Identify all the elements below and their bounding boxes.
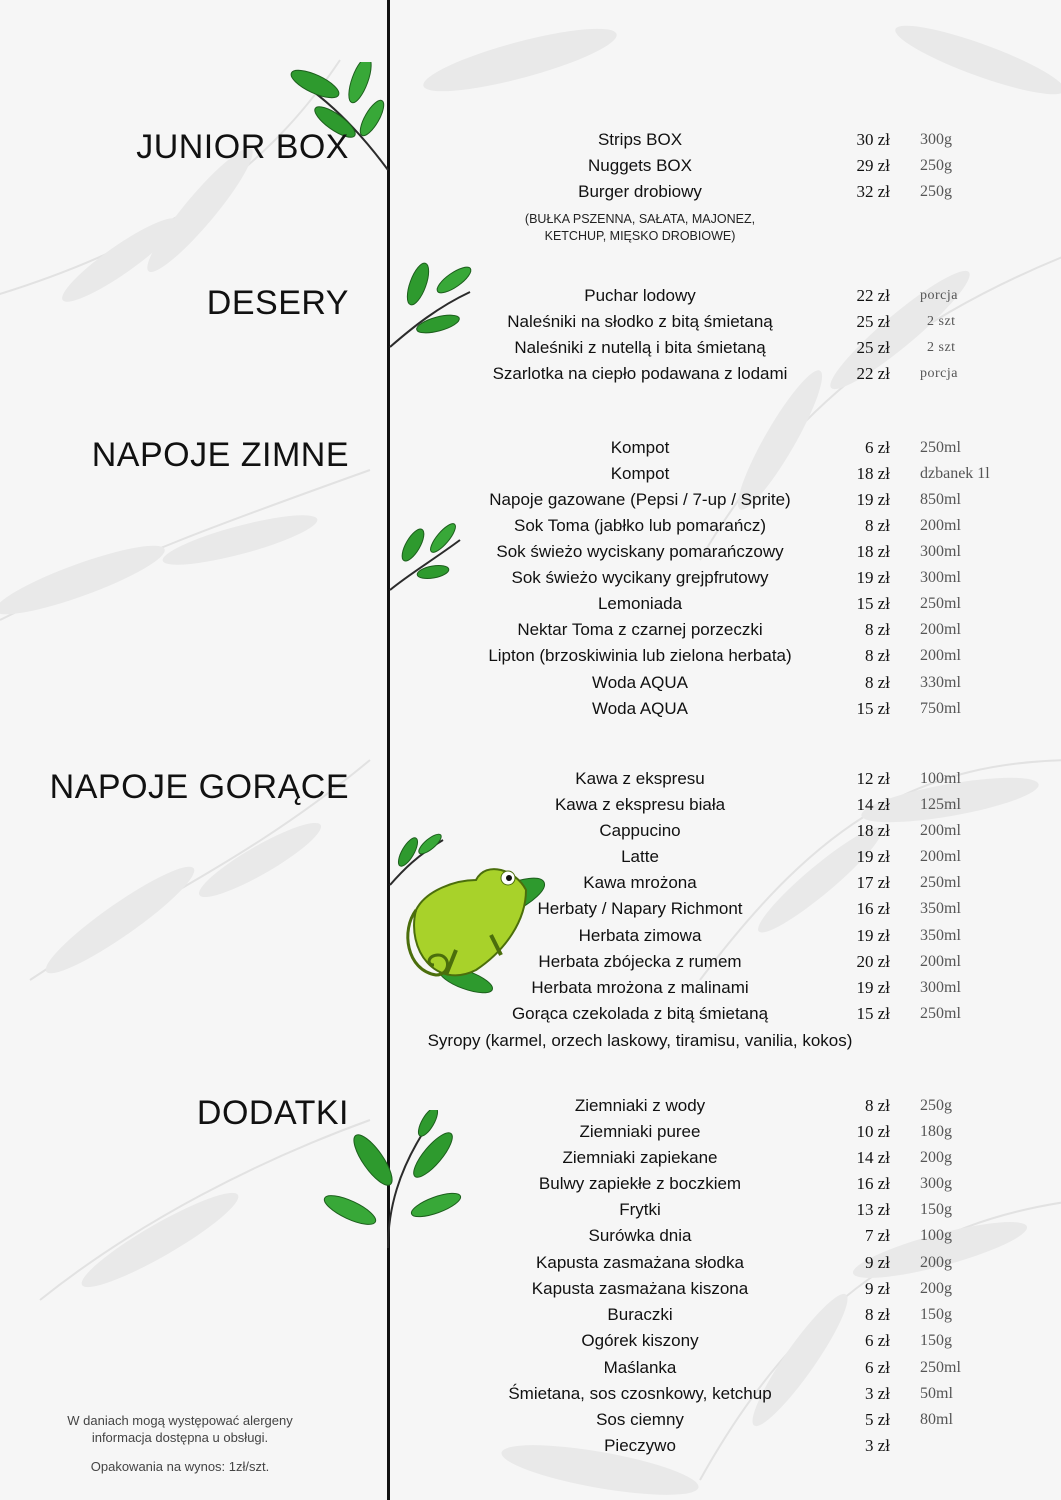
- menu-item: [400, 870, 961, 896]
- menu-item: [400, 1407, 953, 1433]
- item-portion: 80ml: [920, 1411, 953, 1428]
- item-name: Sok świeżo wyciskany pomarańczowy: [496, 542, 784, 561]
- item-portion: 250ml: [920, 439, 961, 456]
- item-price: 5 zł: [864, 1410, 890, 1429]
- item-portion: 200ml: [920, 647, 961, 664]
- packaging-note: Opakowania na wynos: 1zł/szt.: [90, 1459, 270, 1474]
- item-name: Ziemniaki puree: [579, 1122, 701, 1141]
- item-name: Woda AQUA: [591, 699, 689, 718]
- menu-item: [400, 1302, 952, 1328]
- item-price: 18 zł: [856, 464, 890, 483]
- item-name: Burger drobiowy: [578, 182, 702, 201]
- item-price: 8 zł: [864, 673, 890, 692]
- note-line: (BUŁKA PSZENNA, SAŁATA, MAJONEZ,: [524, 212, 756, 226]
- item-name: Kawa z ekspresu: [575, 769, 705, 788]
- item-price: 20 zł: [856, 952, 890, 971]
- item-name: Kapusta zasmażana słodka: [536, 1253, 744, 1272]
- item-name: Surówka dnia: [588, 1226, 692, 1245]
- item-name: Herbaty / Napary Richmont: [537, 899, 743, 918]
- item-price: 16 zł: [856, 899, 890, 918]
- item-price: 8 zł: [864, 620, 890, 639]
- item-price: 19 zł: [856, 847, 890, 866]
- item-price: 19 zł: [856, 978, 890, 997]
- item-portion: 150g: [920, 1201, 952, 1218]
- item-price: 16 zł: [856, 1174, 890, 1193]
- item-price: 15 zł: [856, 1004, 890, 1023]
- menu-item: [400, 487, 961, 513]
- item-name: Ogórek kiszony: [581, 1331, 699, 1350]
- item-portion: 850ml: [920, 491, 961, 508]
- menu-item: [400, 766, 961, 792]
- allergen-note: [67, 1412, 292, 1446]
- item-name: Herbata zbójecka z rumem: [538, 952, 742, 971]
- item-name: Naleśniki na słodko z bitą śmietaną: [507, 312, 773, 331]
- item-price: 3 zł: [864, 1384, 890, 1403]
- menu-item: [400, 792, 961, 818]
- item-price: 6 zł: [864, 438, 890, 457]
- item-price: 8 zł: [864, 1305, 890, 1324]
- menu-item: [400, 696, 961, 722]
- menu-item: [400, 1119, 952, 1145]
- menu-item: [400, 435, 961, 461]
- item-name: Ziemniaki z wody: [574, 1096, 706, 1115]
- item-name: Latte: [621, 847, 659, 866]
- item-portion: dzbanek 1l: [920, 465, 990, 482]
- item-name: Naleśniki z nutellą i bita śmietaną: [514, 338, 766, 357]
- item-portion: 200g: [920, 1149, 952, 1166]
- menu-item: [400, 461, 990, 487]
- menu-item: [400, 1381, 953, 1407]
- section-title-dodatki: DODATKI: [196, 1094, 349, 1132]
- item-name: Nuggets BOX: [588, 156, 692, 175]
- item-portion: 200ml: [920, 822, 961, 839]
- item-portion: 100g: [920, 1227, 952, 1244]
- menu-item: [400, 844, 961, 870]
- item-portion: 330ml: [920, 674, 961, 691]
- item-portion: porcja: [920, 288, 958, 303]
- item-portion: 2 szt: [927, 314, 956, 329]
- item-price: 6 zł: [864, 1358, 890, 1377]
- menu-item: [400, 949, 961, 975]
- note-line: KETCHUP, MIĘSKO DROBIOWE): [544, 229, 736, 243]
- item-name: Kompot: [610, 438, 670, 457]
- item-price: 18 zł: [856, 542, 890, 561]
- item-price: 32 zł: [856, 182, 890, 201]
- item-portion: 250g: [920, 157, 952, 174]
- item-portion: 350ml: [920, 900, 961, 917]
- item-portion: 250ml: [920, 1005, 961, 1022]
- item-portion: 250ml: [920, 874, 961, 891]
- item-portion: 150g: [920, 1332, 952, 1349]
- item-name: Lemoniada: [597, 594, 683, 613]
- item-portion: 200g: [920, 1254, 952, 1271]
- menu-item: [400, 923, 961, 949]
- item-name: Gorąca czekolada z bitą śmietaną: [511, 1004, 769, 1023]
- menu-item: [400, 283, 958, 309]
- menu-item: [400, 1355, 961, 1381]
- menu-item: [400, 1093, 952, 1119]
- item-portion: 2 szt: [927, 340, 956, 355]
- item-portion: 300ml: [920, 979, 961, 996]
- menu-item: [400, 565, 961, 591]
- item-name: Sos ciemny: [596, 1410, 684, 1429]
- menu-item: [400, 1028, 853, 1054]
- item-portion: 250ml: [920, 1359, 961, 1376]
- item-price: 29 zł: [856, 156, 890, 175]
- menu-item: [400, 1250, 952, 1276]
- item-portion: 300ml: [920, 569, 961, 586]
- item-name: Śmietana, sos czosnkowy, ketchup: [508, 1384, 772, 1403]
- item-portion: 200ml: [920, 848, 961, 865]
- item-portion: 50ml: [920, 1385, 953, 1402]
- item-portion: 250g: [920, 183, 952, 200]
- menu-item: [400, 1328, 952, 1354]
- item-price: 10 zł: [856, 1122, 890, 1141]
- item-price: 25 zł: [856, 338, 890, 357]
- menu-item: [400, 1433, 890, 1459]
- item-name: Maślanka: [603, 1358, 677, 1377]
- item-price: 25 zł: [856, 312, 890, 331]
- item-name: Lipton (brzoskiwinia lub zielona herbata): [488, 646, 792, 665]
- menu-item: [400, 513, 961, 539]
- item-price: 8 zł: [864, 516, 890, 535]
- item-portion: 750ml: [920, 700, 961, 717]
- item-price: 7 zł: [864, 1226, 890, 1245]
- menu-item: [400, 617, 961, 643]
- item-price: 15 zł: [856, 699, 890, 718]
- item-portion: 250ml: [920, 595, 961, 612]
- item-portion: 200g: [920, 1280, 952, 1297]
- item-portion: 200ml: [920, 953, 961, 970]
- item-name: Kapusta zasmażana kiszona: [531, 1279, 749, 1298]
- item-price: 9 zł: [864, 1253, 890, 1272]
- item-price: 8 zł: [864, 1096, 890, 1115]
- section-title-napoje-gorace: NAPOJE GORĄCE: [49, 768, 349, 806]
- item-portion: 250g: [920, 1097, 952, 1114]
- section-title-desery: DESERY: [206, 284, 349, 322]
- menu-item: [400, 1223, 952, 1249]
- item-portion: 125ml: [920, 796, 961, 813]
- menu-item: [400, 127, 952, 153]
- item-price: 14 zł: [856, 795, 890, 814]
- menu-item: [400, 591, 961, 617]
- item-name: Szarlotka na ciepło podawana z lodami: [492, 364, 788, 383]
- item-name: Frytki: [619, 1200, 661, 1219]
- item-portion: 180g: [920, 1123, 952, 1140]
- menu-item: [400, 539, 961, 565]
- section-title-napoje-zimne: NAPOJE ZIMNE: [91, 436, 349, 474]
- item-portion: 350ml: [920, 927, 961, 944]
- item-portion: 300ml: [920, 543, 961, 560]
- menu-item: [400, 1276, 952, 1302]
- menu-item: [400, 896, 961, 922]
- menu-item: [400, 335, 956, 361]
- item-name: Strips BOX: [597, 130, 683, 149]
- item-name: Pieczywo: [604, 1436, 676, 1455]
- menu-item: [400, 1145, 952, 1171]
- item-name: Napoje gazowane (Pepsi / 7-up / Sprite): [489, 490, 791, 509]
- item-name: Kawa z ekspresu biała: [554, 795, 726, 814]
- menu-item: [400, 309, 956, 335]
- item-name: Buraczki: [607, 1305, 673, 1324]
- item-name: Woda AQUA: [591, 673, 689, 692]
- item-price: 30 zł: [856, 130, 890, 149]
- item-ingredients-note: [525, 211, 755, 245]
- item-portion: 300g: [920, 131, 952, 148]
- item-name: Puchar lodowy: [584, 286, 696, 305]
- item-price: 6 zł: [864, 1331, 890, 1350]
- menu-item: [400, 361, 958, 387]
- item-price: 19 zł: [856, 490, 890, 509]
- item-price: 12 zł: [856, 769, 890, 788]
- section-title-junior-box: JUNIOR BOX: [136, 128, 349, 166]
- item-portion: 150g: [920, 1306, 952, 1323]
- item-price: 19 zł: [856, 926, 890, 945]
- item-price: 14 zł: [856, 1148, 890, 1167]
- item-name: Herbata zimowa: [578, 926, 702, 945]
- item-name: Bulwy zapiekłe z boczkiem: [538, 1174, 742, 1193]
- menu-item: [400, 153, 952, 179]
- item-name: Cappucino: [599, 821, 681, 840]
- item-price: 8 zł: [864, 646, 890, 665]
- item-name: Nektar Toma z czarnej porzeczki: [517, 620, 763, 639]
- menu-item: [400, 643, 961, 669]
- menu-item: [400, 670, 961, 696]
- item-name: Sok świeżo wycikany grejpfrutowy: [511, 568, 769, 587]
- item-price: 9 zł: [864, 1279, 890, 1298]
- item-name: Kompot: [610, 464, 670, 483]
- leaf-branch-icon: [388, 262, 478, 352]
- menu-item: [400, 818, 961, 844]
- menu-item: [400, 1171, 952, 1197]
- item-price: 22 zł: [856, 364, 890, 383]
- allergen-note-line: informacja dostępna u obsługi.: [91, 1430, 269, 1445]
- item-price: 3 zł: [864, 1436, 890, 1455]
- item-price: 15 zł: [856, 594, 890, 613]
- item-price: 18 zł: [856, 821, 890, 840]
- menu-item: [400, 1197, 952, 1223]
- vertical-divider: [387, 0, 390, 1500]
- item-portion: 200ml: [920, 517, 961, 534]
- item-portion: porcja: [920, 366, 958, 381]
- menu-item: [400, 975, 961, 1001]
- item-name: Ziemniaki zapiekane: [562, 1148, 718, 1167]
- item-price: 22 zł: [856, 286, 890, 305]
- item-portion: 300g: [920, 1175, 952, 1192]
- menu-item: [400, 1001, 961, 1027]
- menu-item: [400, 179, 952, 205]
- item-portion: 100ml: [920, 770, 961, 787]
- item-price: 17 zł: [856, 873, 890, 892]
- item-name: Herbata mrożona z malinami: [531, 978, 749, 997]
- item-price: 13 zł: [856, 1200, 890, 1219]
- allergen-note-line: W daniach mogą występować alergeny: [67, 1413, 293, 1428]
- item-name: Syropy (karmel, orzech laskowy, tiramisu, vanilia, kokos): [427, 1031, 853, 1050]
- item-name: Kawa mrożona: [583, 873, 697, 892]
- item-portion: 200ml: [920, 621, 961, 638]
- item-name: Sok Toma (jabłko lub pomarańcz): [514, 516, 766, 535]
- item-price: 19 zł: [856, 568, 890, 587]
